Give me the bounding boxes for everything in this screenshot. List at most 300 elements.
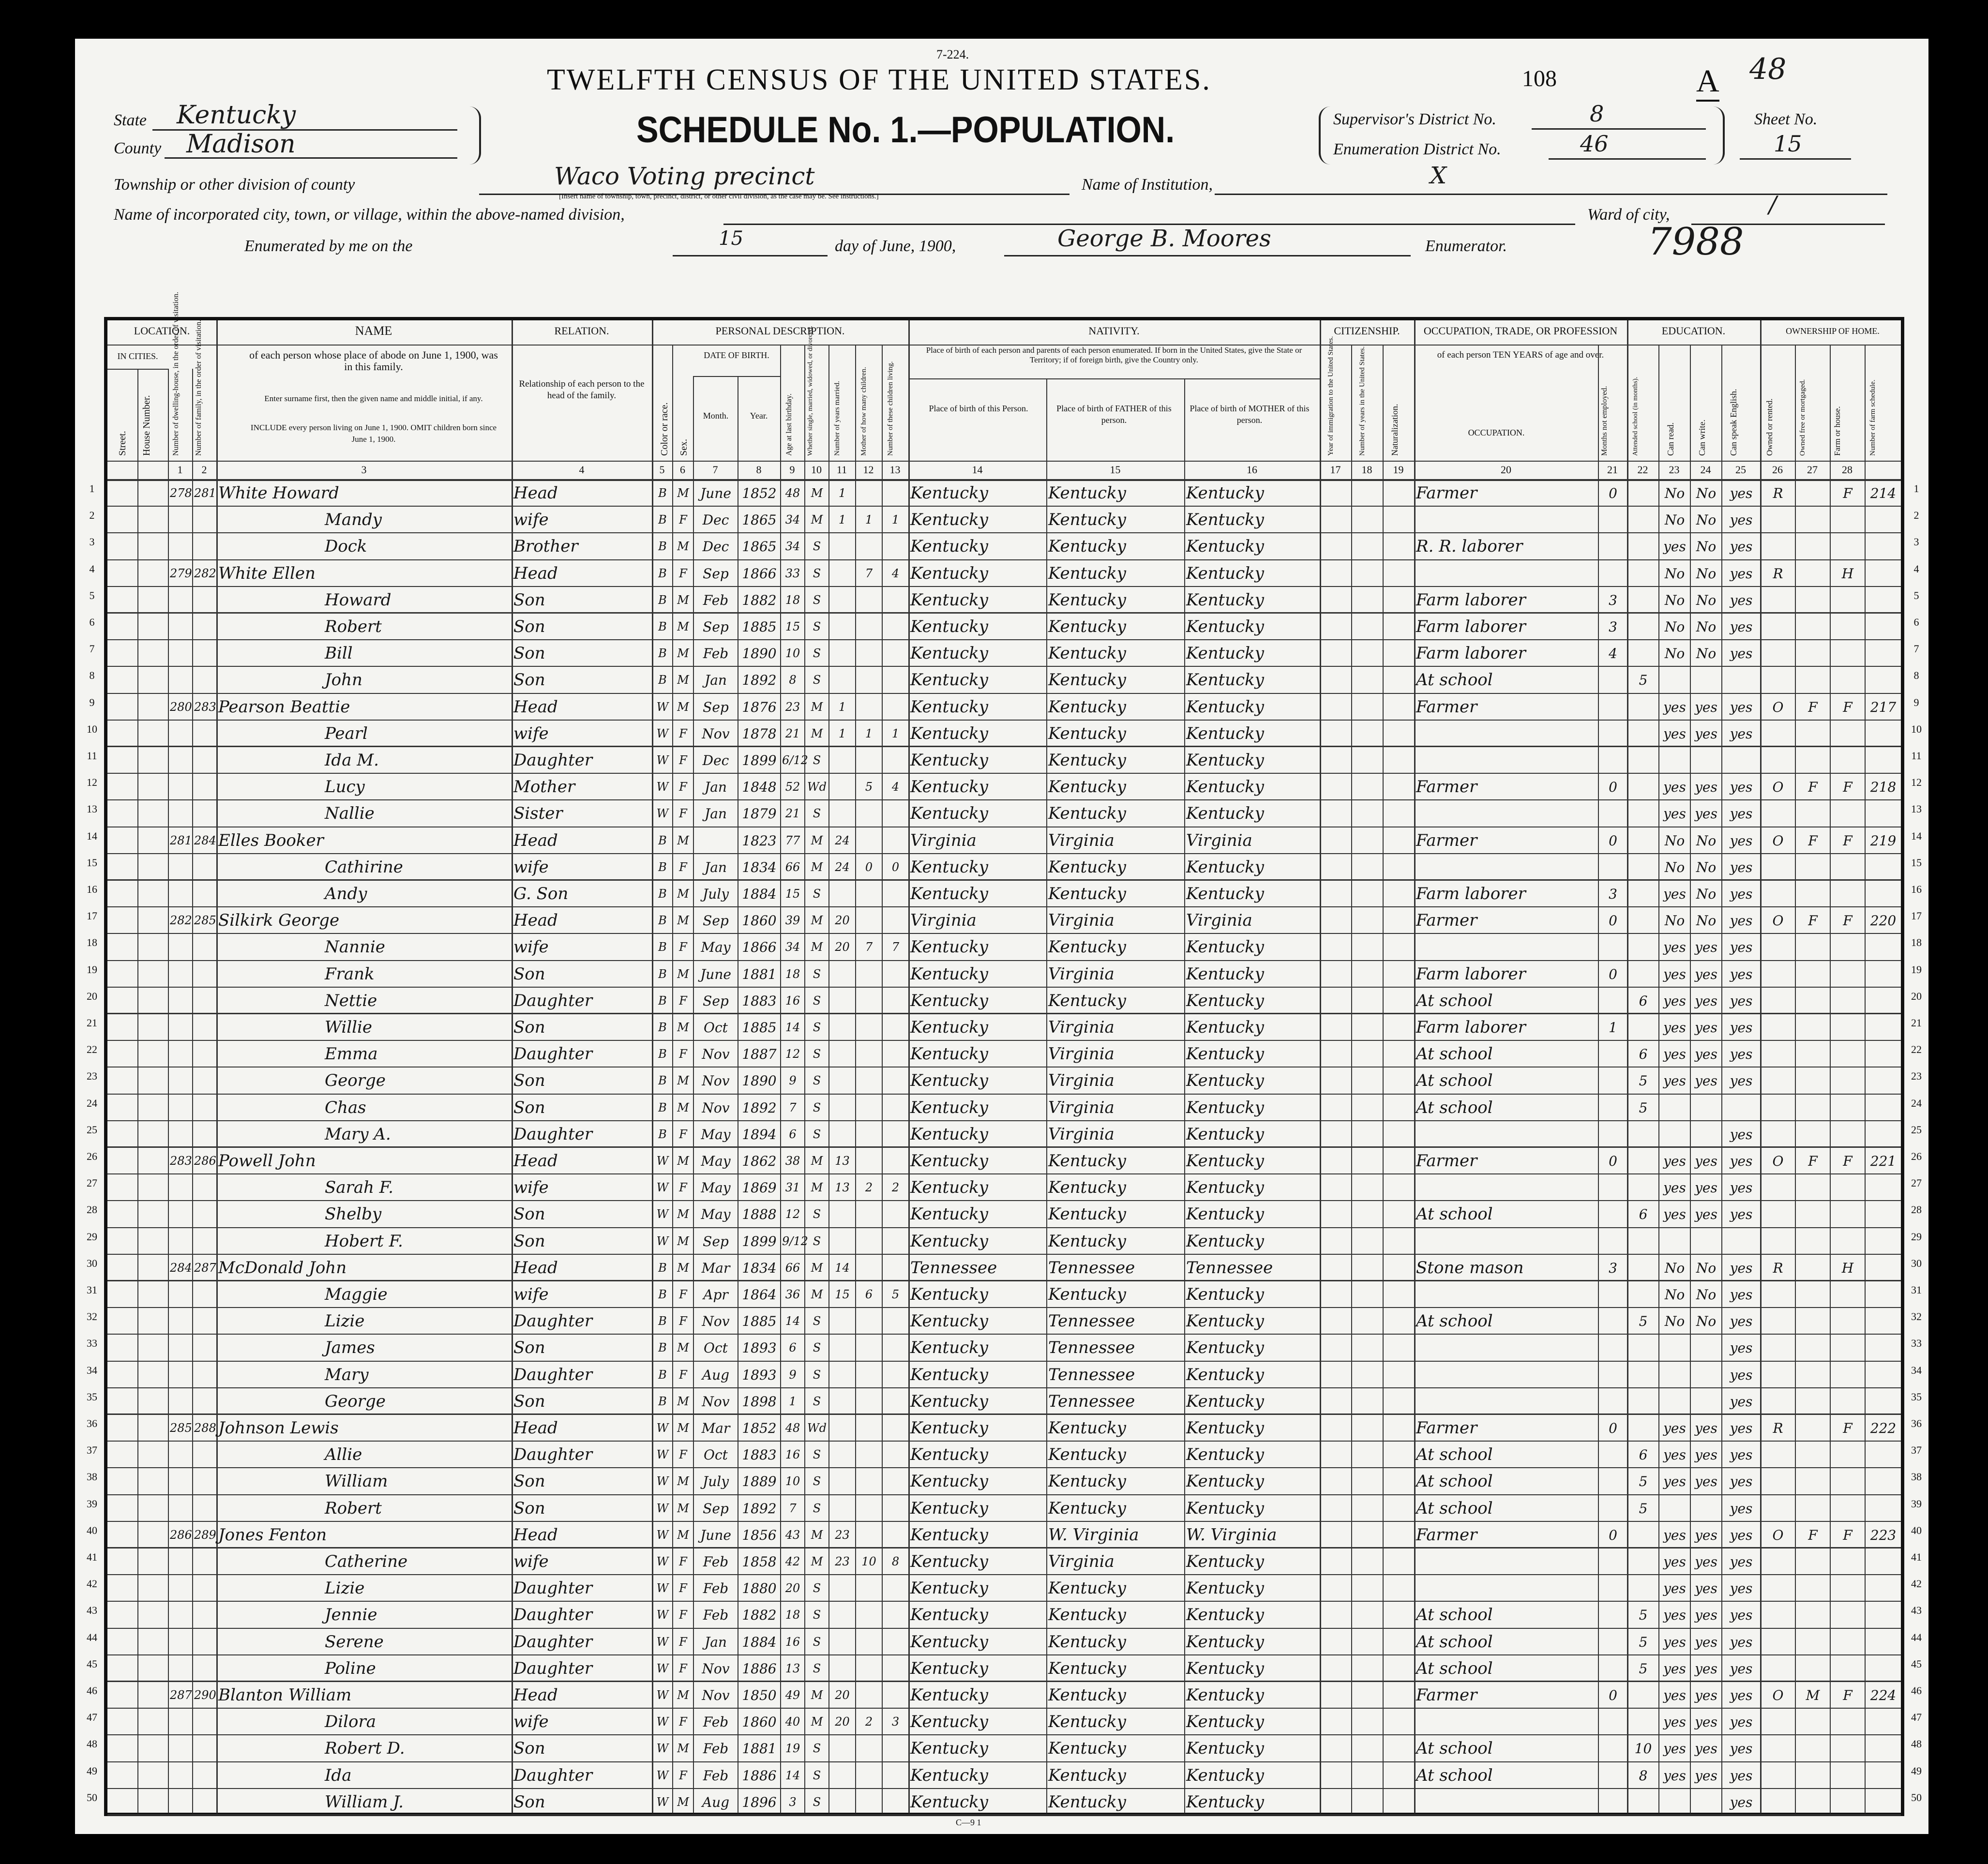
occupation-desc: of each person TEN YEARS of age and over. xyxy=(1437,350,1604,360)
cell-color: W xyxy=(656,1795,669,1809)
cell-mon: Oct xyxy=(704,1020,728,1036)
cell-sex: M xyxy=(677,887,689,901)
cell-ym: 1 xyxy=(838,486,846,500)
cell-color: W xyxy=(656,1635,669,1649)
cell-name: Cathirine xyxy=(325,857,403,877)
cell-mar: Wd xyxy=(807,780,827,794)
line-number-left: 14 xyxy=(87,829,97,842)
cell-color: B xyxy=(658,993,667,1007)
table-row xyxy=(107,1121,1901,1148)
cell-name: Pearl xyxy=(325,723,368,743)
head-occupation: OCCUPATION. xyxy=(1468,428,1525,437)
column-number: 18 xyxy=(1361,464,1372,476)
line-number-right: 42 xyxy=(1911,1578,1922,1590)
cell-dw: 281 xyxy=(170,833,192,847)
cell-bf: Tennessee xyxy=(1048,1258,1135,1278)
cell-bp: Kentucky xyxy=(910,723,988,743)
cell-sex: F xyxy=(679,566,687,580)
cell-mo: 1 xyxy=(865,726,873,740)
cell-me: 3 xyxy=(1609,1260,1617,1276)
cell-sex: F xyxy=(679,1581,687,1595)
enumerated-suffix: Enumerator. xyxy=(1425,237,1507,255)
cell-sex: M xyxy=(677,1074,689,1088)
cell-sch: 5 xyxy=(1639,1634,1648,1650)
cell-ym: 24 xyxy=(835,860,850,874)
cell-bp: Kentucky xyxy=(910,804,988,824)
cell-wr: No xyxy=(1696,913,1717,929)
cell-name: Allie xyxy=(325,1445,362,1465)
cell-dw: 285 xyxy=(170,1421,192,1435)
line-number-left: 26 xyxy=(87,1150,97,1162)
cell-me: 4 xyxy=(1609,646,1617,662)
cell-age: 1 xyxy=(789,1394,797,1408)
cell-rel: Daughter xyxy=(513,1445,593,1465)
cell-sp: yes xyxy=(1730,1287,1753,1303)
cell-mar: M xyxy=(811,940,823,954)
cell-wr: yes xyxy=(1695,1660,1717,1677)
line-number-left: 20 xyxy=(87,990,97,1002)
cell-name: Jennie xyxy=(325,1605,377,1625)
cell-sp: yes xyxy=(1730,1767,1753,1784)
cell-fam: 284 xyxy=(194,833,216,847)
cell-mar: S xyxy=(813,1448,821,1462)
cell-age: 39 xyxy=(785,914,800,928)
cell-wr: yes xyxy=(1695,992,1717,1009)
cell-yr: 1858 xyxy=(742,1554,777,1570)
table-row xyxy=(107,1629,1901,1655)
head-can-speak: Can speak English. xyxy=(1729,389,1738,456)
cell-rd: No xyxy=(1664,1313,1685,1330)
line-number-right: 1 xyxy=(1913,482,1919,495)
cell-rd: yes xyxy=(1663,779,1686,796)
cell-bp: Kentucky xyxy=(910,1311,988,1331)
cell-name: Frank xyxy=(325,964,375,984)
line-number-right: 46 xyxy=(1911,1684,1922,1697)
cell-ym: 23 xyxy=(835,1528,850,1542)
cell-me: 0 xyxy=(1609,913,1617,929)
cell-mon: Mar xyxy=(701,1260,730,1276)
cell-bf: Kentucky xyxy=(1048,563,1126,583)
column-number: 6 xyxy=(680,464,685,476)
line-number-left: 43 xyxy=(87,1604,97,1617)
line-number-left: 15 xyxy=(87,856,97,869)
cell-wr: yes xyxy=(1695,1447,1717,1463)
line-number-right: 45 xyxy=(1911,1657,1922,1670)
cell-occ: Farm laborer xyxy=(1416,964,1526,984)
cell-bf: Tennessee xyxy=(1048,1311,1135,1331)
cell-free: F xyxy=(1808,1527,1818,1543)
cell-ch: 3 xyxy=(891,1715,900,1729)
cell-wr: yes xyxy=(1695,1473,1717,1490)
cell-sched: 217 xyxy=(1870,699,1897,715)
cell-wr: yes xyxy=(1695,1634,1717,1650)
cell-bp: Kentucky xyxy=(910,1365,988,1384)
table-row xyxy=(107,881,1901,907)
cell-color: B xyxy=(658,1261,667,1275)
cell-occ: R. R. laborer xyxy=(1416,537,1523,556)
cell-name: Johnson Lewis xyxy=(218,1418,339,1438)
cell-yr: 1881 xyxy=(742,966,777,982)
cell-yr: 1856 xyxy=(742,1527,777,1543)
cell-rel: Sister xyxy=(513,804,563,824)
cell-yr: 1885 xyxy=(742,1313,777,1330)
cell-wr: yes xyxy=(1695,1046,1717,1063)
stamp-number: 108 xyxy=(1522,66,1557,91)
cell-sp: yes xyxy=(1730,913,1753,929)
head-farm-schedule: Number of farm schedule. xyxy=(1869,379,1877,456)
cell-sex: F xyxy=(679,860,687,874)
cell-bm: Kentucky xyxy=(1186,1498,1264,1518)
cell-age: 48 xyxy=(785,486,800,500)
cell-age: 48 xyxy=(785,1421,800,1435)
cell-mar: S xyxy=(813,1047,821,1061)
cell-sp: yes xyxy=(1730,806,1753,822)
cell-sex: M xyxy=(677,486,689,500)
cell-rd: yes xyxy=(1663,1714,1686,1730)
line-number-right: 15 xyxy=(1911,856,1922,869)
cell-sch: 5 xyxy=(1639,1099,1648,1116)
cell-farm: F xyxy=(1843,832,1852,849)
group-ownership: OWNERSHIP OF HOME. xyxy=(1786,326,1880,336)
cell-bf: Virginia xyxy=(1048,964,1114,984)
column-number: 15 xyxy=(1110,464,1121,476)
cell-mar: S xyxy=(813,540,821,554)
group-in-cities: IN CITIES. xyxy=(117,351,158,361)
ward-value: / xyxy=(1769,191,1777,218)
cell-bf: Kentucky xyxy=(1048,723,1126,743)
form-number: 7-224. xyxy=(936,47,969,61)
cell-sex: M xyxy=(677,1394,689,1408)
cell-name: Robert xyxy=(325,1498,382,1518)
cell-bm: Kentucky xyxy=(1186,1578,1264,1598)
cell-sch: 6 xyxy=(1639,992,1648,1009)
cell-rel: Daughter xyxy=(513,1311,593,1331)
cell-ch: 1 xyxy=(891,513,900,527)
cell-color: W xyxy=(656,726,669,740)
table-row xyxy=(107,1762,1901,1789)
cell-occ: At school xyxy=(1416,670,1493,690)
cell-mon: Mar xyxy=(701,1420,730,1436)
cell-rd: yes xyxy=(1663,1206,1686,1223)
cell-mon: Apr xyxy=(703,1287,728,1303)
cell-bp: Kentucky xyxy=(910,1685,988,1705)
cell-bm: Virginia xyxy=(1186,911,1252,931)
cell-age: 20 xyxy=(785,1581,800,1595)
cell-rd: yes xyxy=(1663,1153,1686,1169)
column-number: 27 xyxy=(1807,464,1818,476)
cell-bm: Kentucky xyxy=(1186,1632,1264,1652)
cell-sex: M xyxy=(677,1688,689,1702)
cell-sch: 6 xyxy=(1639,1046,1648,1063)
cell-dw: 287 xyxy=(170,1688,192,1702)
cell-age: 66 xyxy=(785,860,800,874)
line-number-right: 14 xyxy=(1911,829,1922,842)
cell-sch: 5 xyxy=(1639,672,1648,689)
cell-fam: 285 xyxy=(194,914,216,928)
table-row xyxy=(107,1201,1901,1228)
line-number-left: 27 xyxy=(87,1177,97,1189)
cell-mon: Sep xyxy=(703,913,729,929)
column-number: 11 xyxy=(836,464,847,476)
line-number-left: 6 xyxy=(89,616,95,628)
cell-wr: No xyxy=(1696,859,1717,875)
line-number-right: 7 xyxy=(1913,643,1919,655)
cell-age: 13 xyxy=(785,1661,800,1675)
cell-sp: yes xyxy=(1730,1741,1753,1757)
cell-age: 66 xyxy=(785,1261,800,1275)
head-months-not-employed: Months not employed. xyxy=(1600,386,1609,456)
cell-age: 31 xyxy=(785,1181,800,1195)
cell-yr: 1880 xyxy=(742,1580,777,1597)
cell-occ: Farm laborer xyxy=(1416,884,1526,903)
line-number-left: 7 xyxy=(89,643,95,655)
cell-free: F xyxy=(1808,913,1818,929)
cell-dw: 283 xyxy=(170,1154,192,1168)
cell-sp: yes xyxy=(1730,1367,1753,1383)
cell-mon: Feb xyxy=(703,592,729,608)
cell-fam: 289 xyxy=(194,1528,216,1542)
line-number-left: 16 xyxy=(87,883,97,895)
cell-mar: S xyxy=(813,1768,821,1782)
cell-sp: yes xyxy=(1730,619,1753,635)
cell-sch: 5 xyxy=(1639,1313,1648,1330)
cell-yr: 1898 xyxy=(742,1393,777,1410)
cell-bf: Kentucky xyxy=(1048,1739,1126,1759)
cell-sex: F xyxy=(679,1127,687,1141)
table-row xyxy=(107,1388,1901,1415)
institution-label: Name of Institution, xyxy=(1082,176,1213,194)
cell-bm: Tennessee xyxy=(1186,1258,1273,1278)
head-years-married: Number of years married. xyxy=(833,381,841,456)
column-number: 22 xyxy=(1637,464,1648,476)
cell-bf: Kentucky xyxy=(1048,1418,1126,1438)
cell-sex: M xyxy=(677,646,689,661)
column-number: 13 xyxy=(889,464,901,476)
cell-sex: F xyxy=(679,940,687,954)
cell-rd: No xyxy=(1664,1287,1685,1303)
cell-mar: S xyxy=(813,1661,821,1675)
cell-bm: Virginia xyxy=(1186,830,1252,850)
cell-bp: Kentucky xyxy=(910,1792,988,1812)
cell-rel: wife xyxy=(513,723,549,743)
township-note: [Insert name of township, town, precinct, district, or other civil division, as the case may be. See instructions.] xyxy=(559,193,879,200)
table-row xyxy=(107,1735,1901,1762)
cell-bf: Kentucky xyxy=(1048,697,1126,717)
column-number: 8 xyxy=(756,464,762,476)
cell-rel: Son xyxy=(513,964,545,984)
line-number-right: 40 xyxy=(1911,1524,1922,1536)
cell-mon: Sep xyxy=(703,619,729,635)
cell-mon: June xyxy=(700,966,731,982)
line-number-left: 19 xyxy=(87,963,97,976)
name-instr1: Enter surname first, then the given name and middle initial, if any. xyxy=(264,394,483,403)
cell-wr: No xyxy=(1696,539,1717,555)
cell-rd: yes xyxy=(1663,1473,1686,1490)
cell-bp: Kentucky xyxy=(910,964,988,984)
cell-bf: Kentucky xyxy=(1048,884,1126,903)
table-row xyxy=(107,1014,1901,1041)
cell-sex: F xyxy=(679,1368,687,1382)
group-occupation: OCCUPATION, TRADE, OR PROFESSION xyxy=(1423,325,1618,337)
cell-yr: 1850 xyxy=(742,1687,777,1703)
line-number-right: 26 xyxy=(1911,1150,1922,1162)
cell-name: Howard xyxy=(325,590,392,610)
cell-mon: Nov xyxy=(702,1099,730,1116)
cell-age: 19 xyxy=(785,1742,800,1756)
cell-sp: yes xyxy=(1730,1180,1753,1196)
cell-farm: F xyxy=(1843,779,1852,796)
cell-rd: yes xyxy=(1663,1046,1686,1063)
cell-mo: 2 xyxy=(865,1715,873,1729)
cell-name: Blanton William xyxy=(218,1685,352,1705)
cell-sex: F xyxy=(679,1768,687,1782)
cell-bf: Virginia xyxy=(1048,1044,1114,1064)
cell-mon: Sep xyxy=(703,699,729,715)
column-number: 12 xyxy=(863,464,874,476)
cell-mon: May xyxy=(701,1153,731,1169)
cell-mo: 7 xyxy=(865,566,873,580)
cell-rd: No xyxy=(1664,913,1685,929)
cell-mon: Jan xyxy=(705,672,727,689)
cell-sp: yes xyxy=(1730,1554,1753,1570)
cell-sex: M xyxy=(677,1501,689,1515)
cell-name: Maggie xyxy=(325,1285,388,1304)
cell-rel: wife xyxy=(513,937,549,957)
cell-bm: Kentucky xyxy=(1186,537,1264,556)
cell-rd: yes xyxy=(1663,1073,1686,1089)
cell-name: Sarah F. xyxy=(325,1178,393,1198)
line-number-left: 28 xyxy=(87,1203,97,1216)
cell-color: B xyxy=(658,566,667,580)
cell-sex: M xyxy=(677,1261,689,1275)
cell-ch: 0 xyxy=(891,860,900,874)
cell-color: B xyxy=(658,1127,667,1141)
cell-me: 1 xyxy=(1609,1020,1617,1036)
cell-sex: M xyxy=(677,1154,689,1168)
cell-rel: Daughter xyxy=(513,751,593,770)
cell-name: Robert D. xyxy=(325,1739,405,1759)
cell-age: 18 xyxy=(785,593,800,607)
cell-mo: 7 xyxy=(865,940,873,954)
cell-rel: Daughter xyxy=(513,1044,593,1064)
ward-label: Ward of city, xyxy=(1587,206,1670,224)
cell-rel: Son xyxy=(513,1018,545,1037)
line-number-right: 6 xyxy=(1913,616,1919,628)
cell-mon: July xyxy=(702,1473,729,1490)
cell-mar: S xyxy=(813,1127,821,1141)
cell-rel: Son xyxy=(513,1097,545,1117)
head-farm-house: Farm or house. xyxy=(1833,406,1842,456)
cell-rel: Daughter xyxy=(513,1124,593,1144)
population-table xyxy=(104,291,1904,1816)
cell-farm: F xyxy=(1843,1687,1852,1703)
line-number-left: 11 xyxy=(87,750,97,762)
cell-sex: M xyxy=(677,593,689,607)
cell-ym: 23 xyxy=(835,1555,850,1568)
cell-sex: M xyxy=(677,1100,689,1114)
cell-rel: Son xyxy=(513,1498,545,1518)
cell-me: 0 xyxy=(1609,1687,1617,1703)
cell-color: W xyxy=(656,1474,669,1488)
cell-sp: yes xyxy=(1730,1660,1753,1677)
cell-color: W xyxy=(656,753,669,767)
cell-me: 0 xyxy=(1609,832,1617,849)
cell-name: Pearson Beattie xyxy=(218,697,350,717)
line-number-right: 25 xyxy=(1911,1123,1922,1136)
cell-age: 34 xyxy=(785,513,800,527)
cell-color: B xyxy=(658,1368,667,1382)
line-number-left: 39 xyxy=(87,1497,97,1510)
cell-me: 0 xyxy=(1609,1420,1617,1436)
line-number-right: 8 xyxy=(1913,669,1919,682)
table-row xyxy=(107,667,1901,693)
cell-fam: 283 xyxy=(194,700,216,714)
cell-ch: 2 xyxy=(891,1181,900,1195)
cell-age: 9 xyxy=(789,1074,797,1088)
cell-ym: 13 xyxy=(835,1181,850,1195)
cell-sp: yes xyxy=(1730,1313,1753,1330)
cell-rel: G. Son xyxy=(513,884,569,903)
head-birth-mother: Place of birth of MOTHER of this person. xyxy=(1190,404,1310,425)
cell-mo: 5 xyxy=(865,780,873,794)
cell-rel: Head xyxy=(513,1258,558,1278)
cell-rd: yes xyxy=(1663,806,1686,822)
cell-mon: Jan xyxy=(705,806,727,822)
cell-bf: Tennessee xyxy=(1048,1338,1135,1358)
cell-mar: S xyxy=(813,1742,821,1756)
cell-bp: Kentucky xyxy=(910,857,988,877)
table-row xyxy=(107,1575,1901,1602)
cell-bm: Kentucky xyxy=(1186,1552,1264,1571)
cell-sp: yes xyxy=(1730,992,1753,1009)
cell-bf: Virginia xyxy=(1048,1552,1114,1571)
cell-mar: S xyxy=(813,673,821,687)
cell-bp: Kentucky xyxy=(910,884,988,903)
cell-sex: M xyxy=(677,620,689,633)
sheet-code-suffix: 48 xyxy=(1749,52,1787,86)
institution-value: X xyxy=(1430,162,1447,189)
cell-mon: Nov xyxy=(702,725,730,742)
cell-rel: Son xyxy=(513,1792,545,1812)
cell-yr: 1879 xyxy=(742,806,777,822)
head-year: Year. xyxy=(750,411,768,421)
line-number-left: 35 xyxy=(87,1390,97,1403)
cell-ym: 1 xyxy=(838,700,846,714)
enumerated-day: 15 xyxy=(719,227,743,250)
cell-mon: June xyxy=(700,485,731,501)
city-label: Name of incorporated city, town, or village, within the above-named division, xyxy=(114,206,625,224)
cell-sex: M xyxy=(677,1421,689,1435)
table-row xyxy=(107,1602,1901,1628)
head-can-write: Can write. xyxy=(1697,420,1707,456)
cell-bf: Kentucky xyxy=(1048,1632,1126,1652)
cell-name: Chas xyxy=(325,1097,366,1117)
cell-bf: Virginia xyxy=(1048,1018,1114,1037)
cell-occ: At school xyxy=(1416,1204,1493,1224)
line-number-right: 31 xyxy=(1911,1284,1922,1296)
cell-age: 16 xyxy=(785,993,800,1007)
cell-color: W xyxy=(656,1501,669,1515)
cell-bm: Kentucky xyxy=(1186,804,1264,824)
cell-wr: yes xyxy=(1695,1767,1717,1784)
line-number-right: 27 xyxy=(1911,1177,1922,1189)
cell-mar: S xyxy=(813,1100,821,1114)
cell-farm: H xyxy=(1841,565,1854,582)
cell-name: Lucy xyxy=(325,777,365,797)
cell-rd: No xyxy=(1664,485,1685,501)
cell-age: 10 xyxy=(785,1474,800,1488)
cell-sex: F xyxy=(679,1661,687,1675)
